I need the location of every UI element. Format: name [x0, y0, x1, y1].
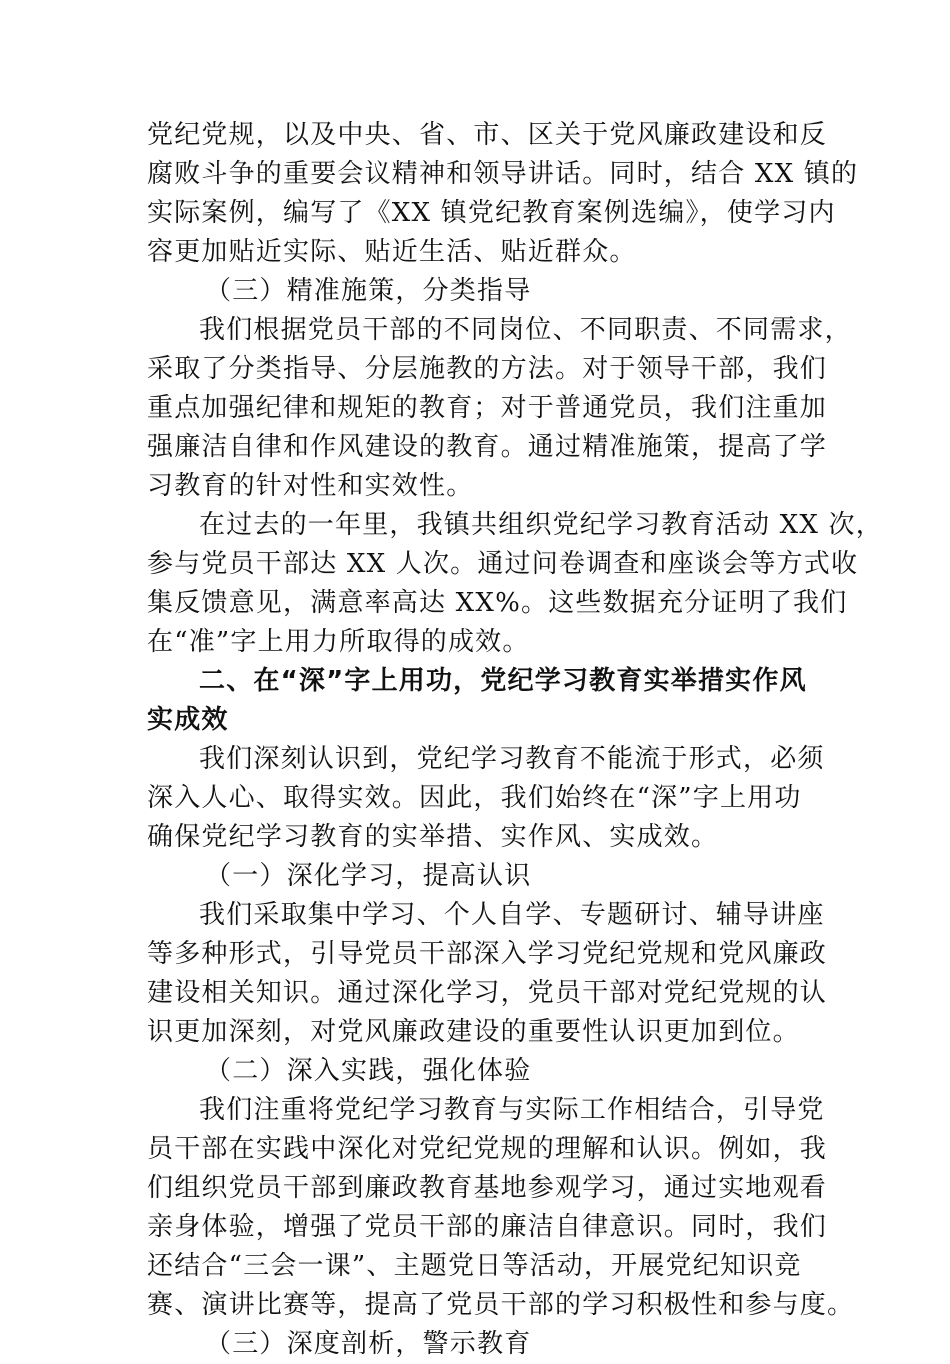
paragraph-line: 建设相关知识。通过深化学习，党员干部对党纪党规的认: [147, 978, 828, 1008]
paragraph-line: 员干部在实践中深化对党纪党规的理解和认识。例如，我: [147, 1134, 828, 1164]
paragraph-line: 确保党纪学习教育的实举措、实作风、实成效。: [147, 822, 719, 852]
subsection-heading: （一）深化学习，提高认识: [205, 861, 532, 891]
document-body: [147, 116, 883, 1364]
paragraph-line: 实际案例，编写了《XX 镇党纪教育案例选编》，使学习内: [147, 198, 836, 228]
paragraph-line: 集反馈意见，满意率高达 XX%。这些数据充分证明了我们: [147, 588, 848, 618]
paragraph-line: 我们采取集中学习、个人自学、专题研讨、辅导讲座: [199, 900, 825, 930]
paragraph-line: 们组织党员干部到廉政教育基地参观学习，通过实地观看: [147, 1173, 828, 1203]
paragraph-line: 重点加强纪律和规矩的教育；对于普通党员，我们注重加: [147, 393, 828, 423]
paragraph-line: 赛、演讲比赛等，提高了党员干部的学习积极性和参与度。: [147, 1290, 855, 1320]
paragraph-line: 深入人心、取得实效。因此，我们始终在“深”字上用功: [147, 783, 802, 813]
paragraph-line: 党纪党规，以及中央、省、市、区关于党风廉政建设和反: [147, 120, 828, 150]
paragraph-line: 在“准”字上用力所取得的成效。: [147, 627, 530, 657]
subsection-heading: （二）深入实践，强化体验: [205, 1056, 532, 1086]
paragraph-line: 参与党员干部达 XX 人次。通过问卷调查和座谈会等方式收: [147, 549, 859, 579]
paragraph-line: 我们根据党员干部的不同岗位、不同职责、不同需求，: [199, 315, 852, 345]
paragraph-line: 容更加贴近实际、贴近生活、贴近群众。: [147, 237, 637, 267]
section-heading-continued: 实成效: [147, 705, 229, 735]
paragraph-line: 我们深刻认识到，党纪学习教育不能流于形式，必须: [199, 744, 825, 774]
paragraph-line: 识更加深刻，对党风廉政建设的重要性认识更加到位。: [147, 1017, 800, 1047]
paragraph-line: 腐败斗争的重要会议精神和领导讲话。同时，结合 XX 镇的: [147, 159, 859, 189]
paragraph-line: 习教育的针对性和实效性。: [147, 471, 474, 501]
paragraph-line: 等多种形式，引导党员干部深入学习党纪党规和党风廉政: [147, 939, 828, 969]
paragraph-line: 采取了分类指导、分层施教的方法。对于领导干部，我们: [147, 354, 828, 384]
subsection-heading: （三）精准施策，分类指导: [205, 276, 532, 306]
paragraph-line: 强廉洁自律和作风建设的教育。通过精准施策，提高了学: [147, 432, 828, 462]
paragraph-line: 在过去的一年里，我镇共组织党纪学习教育活动 XX 次，: [199, 510, 883, 540]
paragraph-line: 亲身体验，增强了党员干部的廉洁自律意识。同时，我们: [147, 1212, 828, 1242]
paragraph-line: 还结合“三会一课”、主题党日等活动，开展党纪知识竞: [147, 1251, 802, 1281]
subsection-heading: （三）深度剖析，警示教育: [205, 1329, 532, 1359]
paragraph-line: 我们注重将党纪学习教育与实际工作相结合，引导党: [199, 1095, 825, 1125]
section-heading: 二、在“深”字上用功，党纪学习教育实举措实作风: [199, 666, 807, 696]
